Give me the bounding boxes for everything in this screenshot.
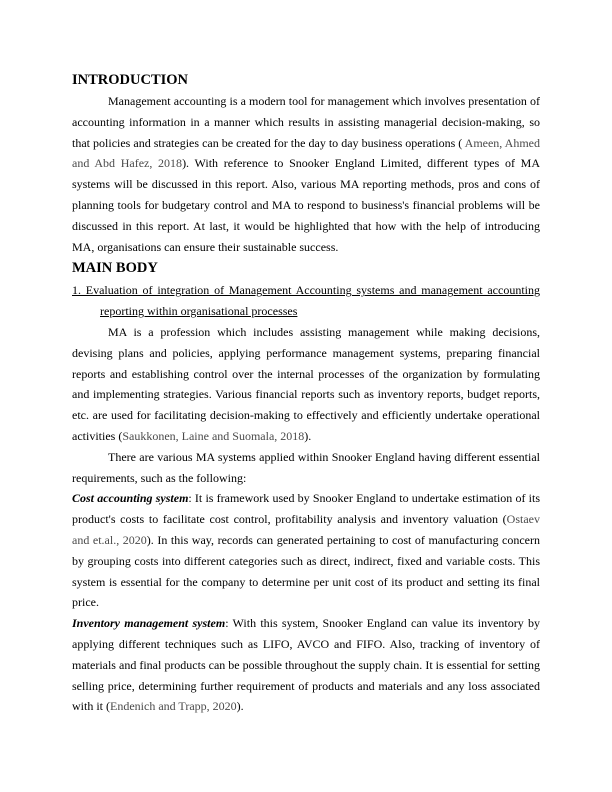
citation: Saukkonen, Laine and Suomala, 2018 xyxy=(122,428,305,443)
text: : It is framework used by Snooker England to undertake estimation of its product's costs to facilitate cost control, profitability analysis and inventory valuation ( xyxy=(72,491,540,527)
text: ). In this way, records can generated pertaining to cost of manufacturing concern by grouping costs into different categories such as direct, indirect, fixed and variable costs. This system is essential for the company to determine per unit cost of its product and setting its final price. xyxy=(72,532,540,610)
text: Management accounting is a modern tool for management which involves presentation of accounting information in a manner which results in assisting managerial decision-making, so that policies and strategies can be created for the day to day business operations ( xyxy=(72,94,540,150)
cost-accounting-paragraph xyxy=(72,488,540,613)
inventory-paragraph xyxy=(72,613,540,717)
main-body-heading: MAIN BODY xyxy=(72,260,158,277)
ma-paragraph xyxy=(72,322,540,447)
text: ). xyxy=(304,428,312,443)
section-subheading: 1. Evaluation of integration of Management Accounting systems and management accounting reporting within organisational processes xyxy=(72,283,540,319)
text: MA is a profession which includes assisting management while making decisions, devising plans and policies, applying performance management systems, preparing financial reports and establishing control over the internal processes of the organization by formulating and implementing strategies. Various financial reports such as inventory reports, budget reports, etc. are used for facilitating decision-making to effectively and efficiently undertake operational activities ( xyxy=(72,324,540,443)
term: Cost accounting system xyxy=(72,491,189,506)
systems-paragraph: There are various MA systems applied within Snooker England having different essential requirements, such as the following: xyxy=(72,449,540,485)
citation: Ameen, Ahmed and Abd Hafez, 2018 xyxy=(72,135,540,171)
document-page xyxy=(72,70,540,717)
text: ). With reference to Snooker England Limited, different types of MA systems will be discussed in this report. Also, various MA reporting methods, pros and cons of planning tools for budgetary control and MA to respond to business's financial problems will be discussed in this report. At last, it would be highlighted that how with the help of introducing MA, organisations can ensure their sustainable success. xyxy=(72,156,540,254)
intro-paragraph xyxy=(72,91,540,257)
text: ). xyxy=(236,699,244,714)
citation: Endenich and Trapp, 2020 xyxy=(110,699,237,714)
citation: Ostaev and et.al., 2020 xyxy=(72,512,540,547)
text: : With this system, Snooker England can value its inventory by applying different techniques such as LIFO, AVCO and FIFO. Also, tracking of inventory of materials and final products can be possible throughout the supply chain. It is essential for setting selling price, determining further requirement of products and materials and any loss associated with it ( xyxy=(72,616,540,714)
term: Inventory management system xyxy=(72,616,226,631)
introduction-heading: INTRODUCTION xyxy=(72,72,189,88)
